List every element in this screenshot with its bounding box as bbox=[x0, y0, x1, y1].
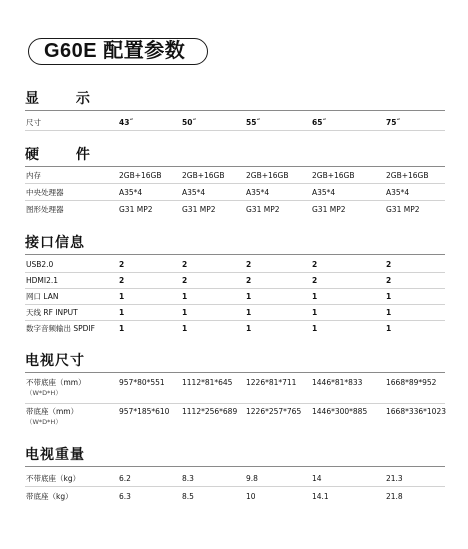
spec-row-size-no-stand bbox=[25, 375, 445, 403]
cell: 6.3 bbox=[119, 492, 131, 501]
cell: 1 bbox=[119, 308, 125, 317]
cell: 2GB+16GB bbox=[312, 171, 355, 180]
cell: 1668*89*952 bbox=[386, 378, 437, 387]
cell: 9.8 bbox=[246, 474, 258, 483]
cell: G31 MP2 bbox=[386, 205, 420, 214]
cell: G31 MP2 bbox=[182, 205, 216, 214]
cell: 2 bbox=[246, 276, 252, 285]
cell: 1 bbox=[386, 308, 392, 317]
cell: 2 bbox=[312, 276, 318, 285]
cell: 75˝ bbox=[386, 118, 401, 127]
cell: 21.3 bbox=[386, 474, 403, 483]
spec-row-size bbox=[25, 115, 445, 130]
spec-row-spdif bbox=[25, 321, 445, 336]
row-label: USB2.0 bbox=[26, 260, 54, 269]
cell: A35*4 bbox=[312, 188, 336, 197]
cell: 1 bbox=[182, 308, 188, 317]
section-title: 硬 件 bbox=[25, 147, 106, 163]
section-divider bbox=[25, 372, 445, 373]
cell: 1 bbox=[312, 324, 318, 333]
section-divider bbox=[25, 110, 445, 111]
cell: 21.8 bbox=[386, 492, 403, 501]
cell: 1 bbox=[119, 324, 125, 333]
cell: 14.1 bbox=[312, 492, 329, 501]
cell: 1668*336*1023 bbox=[386, 407, 446, 416]
cell: A35*4 bbox=[119, 188, 143, 197]
row-sublabel: （W*D*H） bbox=[26, 418, 62, 426]
cell: 43˝ bbox=[119, 118, 134, 127]
section-divider bbox=[25, 254, 445, 255]
cell: 2 bbox=[182, 276, 188, 285]
cell: 2 bbox=[182, 260, 188, 269]
cell: 2GB+16GB bbox=[182, 171, 225, 180]
cell: 957*185*610 bbox=[119, 407, 170, 416]
cell: G31 MP2 bbox=[246, 205, 280, 214]
cell: A35*4 bbox=[182, 188, 206, 197]
cell: 2 bbox=[119, 260, 125, 269]
spec-row-usb bbox=[25, 257, 445, 272]
cell: 957*80*551 bbox=[119, 378, 165, 387]
row-sublabel: （W*D*H） bbox=[26, 389, 62, 397]
cell: 14 bbox=[312, 474, 322, 483]
cell: 1446*300*885 bbox=[312, 407, 368, 416]
section-interface bbox=[25, 234, 445, 336]
spec-row-hdmi bbox=[25, 273, 445, 288]
cell: 1 bbox=[182, 292, 188, 301]
section-divider bbox=[25, 166, 445, 167]
section-title: 显 示 bbox=[25, 91, 106, 107]
row-label: 不带底座（mm） bbox=[26, 378, 86, 387]
row-label: 中央处理器 bbox=[26, 188, 64, 197]
row-label: HDMI2.1 bbox=[26, 276, 59, 285]
cell: 6.2 bbox=[119, 474, 131, 483]
section-hardware bbox=[25, 146, 445, 217]
cell: 1112*81*645 bbox=[182, 378, 233, 387]
cell: 1446*81*833 bbox=[312, 378, 363, 387]
row-divider bbox=[25, 200, 445, 201]
cell: 2GB+16GB bbox=[119, 171, 162, 180]
spec-row-weight-no-stand bbox=[25, 471, 445, 486]
section-tv-weight bbox=[25, 446, 445, 504]
row-label: 内存 bbox=[26, 171, 41, 180]
spec-row-size-with-stand bbox=[25, 404, 445, 432]
cell: 1 bbox=[119, 292, 125, 301]
cell: G31 MP2 bbox=[312, 205, 346, 214]
cell: A35*4 bbox=[386, 188, 410, 197]
cell: 2GB+16GB bbox=[386, 171, 429, 180]
row-divider bbox=[25, 130, 445, 131]
cell: 1 bbox=[246, 324, 252, 333]
cell: 1 bbox=[182, 324, 188, 333]
cell: G31 MP2 bbox=[119, 205, 153, 214]
cell: 1112*256*689 bbox=[182, 407, 238, 416]
cell: 1 bbox=[386, 292, 392, 301]
cell: 1 bbox=[312, 308, 318, 317]
spec-row-gpu bbox=[25, 202, 445, 217]
spec-row-cpu bbox=[25, 185, 445, 200]
spec-row-weight-with-stand bbox=[25, 489, 445, 504]
cell: 2 bbox=[386, 260, 392, 269]
section-divider bbox=[25, 466, 445, 467]
section-title: 接口信息 bbox=[25, 235, 85, 251]
cell: 55˝ bbox=[246, 118, 261, 127]
row-label: 不带底座（kg） bbox=[26, 474, 81, 483]
cell: 8.5 bbox=[182, 492, 194, 501]
section-title: 电视尺寸 bbox=[25, 353, 85, 369]
row-divider bbox=[25, 183, 445, 184]
cell: A35*4 bbox=[246, 188, 270, 197]
cell: 1 bbox=[246, 308, 252, 317]
cell: 2 bbox=[246, 260, 252, 269]
row-label: 天线 RF INPUT bbox=[26, 308, 78, 317]
row-label: 尺寸 bbox=[26, 118, 41, 127]
section-tv-size bbox=[25, 352, 445, 432]
cell: 2GB+16GB bbox=[246, 171, 289, 180]
row-label: 数字音频输出 SPDIF bbox=[26, 324, 95, 333]
row-divider bbox=[25, 486, 445, 487]
cell: 8.3 bbox=[182, 474, 194, 483]
cell: 2 bbox=[119, 276, 125, 285]
row-label: 带底座（mm） bbox=[26, 407, 79, 416]
cell: 10 bbox=[246, 492, 256, 501]
cell: 50˝ bbox=[182, 118, 197, 127]
spec-row-lan bbox=[25, 289, 445, 304]
cell: 65˝ bbox=[312, 118, 327, 127]
page-title: G60E 配置参数 bbox=[44, 40, 186, 62]
spec-row-rf bbox=[25, 305, 445, 320]
cell: 2 bbox=[312, 260, 318, 269]
row-label: 网口 LAN bbox=[26, 292, 59, 301]
cell: 1 bbox=[246, 292, 252, 301]
cell: 1 bbox=[386, 324, 392, 333]
cell: 1 bbox=[312, 292, 318, 301]
row-label: 图形处理器 bbox=[26, 205, 64, 214]
section-title: 电视重量 bbox=[25, 447, 85, 463]
cell: 1226*257*765 bbox=[246, 407, 302, 416]
row-label: 带底座（kg） bbox=[26, 492, 73, 501]
spec-row-memory bbox=[25, 168, 445, 183]
cell: 2 bbox=[386, 276, 392, 285]
section-display bbox=[25, 90, 445, 131]
cell: 1226*81*711 bbox=[246, 378, 297, 387]
